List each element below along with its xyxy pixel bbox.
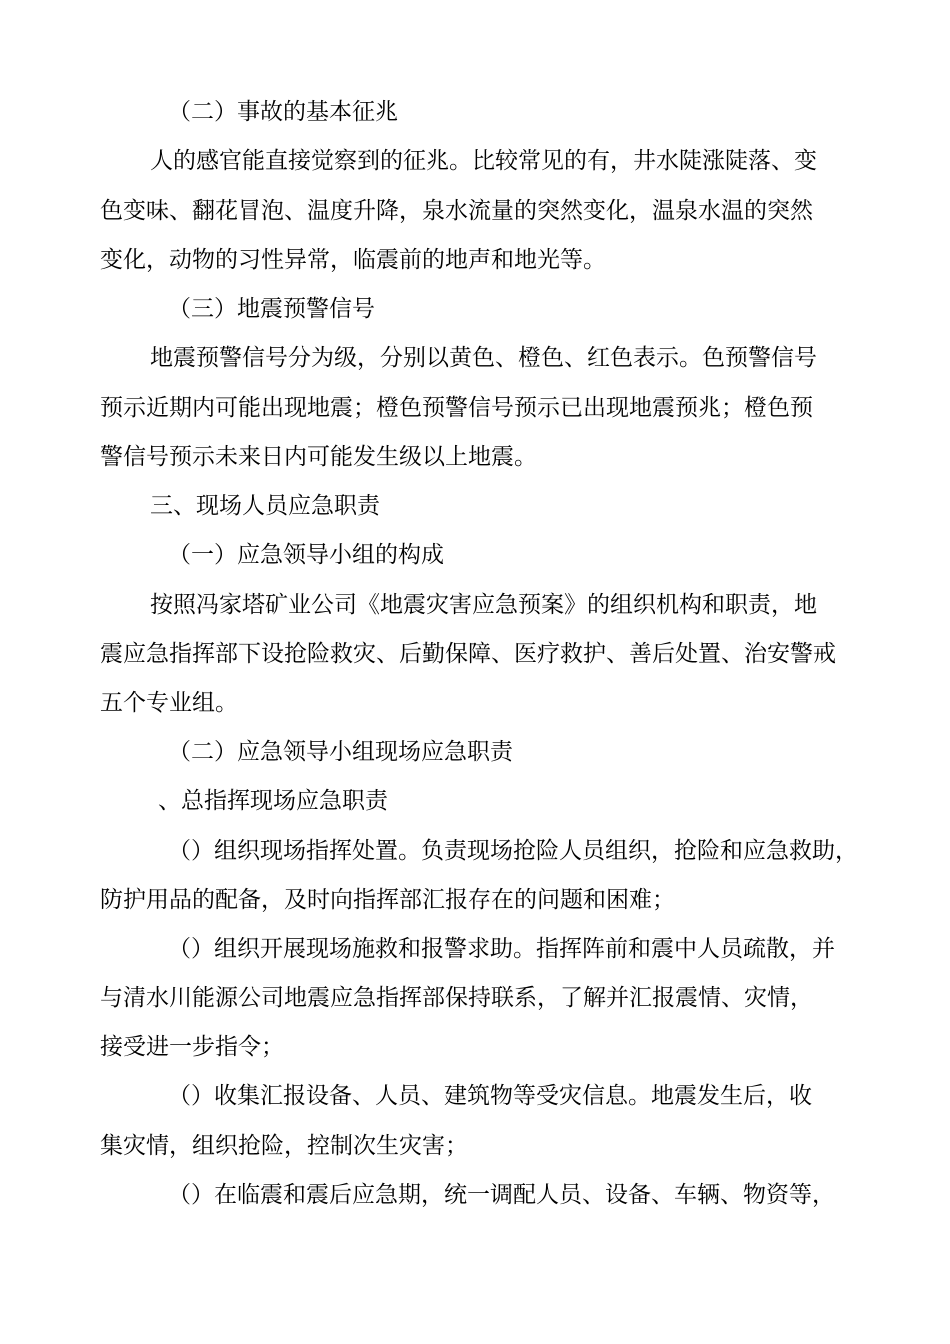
paragraph-line: 按照冯家塔矿业公司《地震灾害应急预案》的组织机构和职责，地 [150, 592, 817, 618]
paragraph-line: 预示近期内可能出现地震；橙色预警信号预示已出现地震预兆；橙色预 [100, 395, 813, 421]
paragraph-line: 变化，动物的习性异常，临震前的地声和地光等。 [100, 247, 606, 273]
section-heading-team-duties: （二）应急领导小组现场应急职责 [168, 739, 513, 765]
section-heading-onsite-duties: 三、现场人员应急职责 [150, 493, 380, 519]
paragraph-line: 人的感官能直接觉察到的征兆。比较常见的有，井水陡涨陡落、变 [150, 148, 817, 174]
list-item-line: 与清水川能源公司地震应急指挥部保持联系，了解并汇报震情、灾情， [100, 985, 813, 1011]
list-item-line: 防护用品的配备，及时向指挥部汇报存在的问题和困难； [100, 887, 675, 913]
list-item-line: 集灾情，组织抢险，控制次生灾害； [100, 1133, 468, 1159]
paragraph-line: 震应急指挥部下设抢险救灾、后勤保障、医疗救护、善后处置、治安警戒 [100, 641, 836, 667]
section-heading-basic-signs: （二）事故的基本征兆 [168, 99, 398, 125]
subsection-heading-commander: 、总指挥现场应急职责 [158, 788, 388, 814]
list-item-line: （）组织现场指挥处置。负责现场抢险人员组织，抢险和应急救助， [168, 838, 858, 864]
paragraph-line: 地震预警信号分为级，分别以黄色、橙色、红色表示。色预警信号 [150, 345, 817, 371]
paragraph-line: 色变味、翻花冒泡、温度升降，泉水流量的突然变化，温泉水温的突然 [100, 198, 813, 224]
section-heading-team-structure: （一）应急领导小组的构成 [168, 542, 444, 568]
list-item-line: 接受进一步指令； [100, 1034, 284, 1060]
section-heading-warning-signal: （三）地震预警信号 [168, 296, 375, 322]
list-item-line: （）收集汇报设备、人员、建筑物等受灾信息。地震发生后，收 [168, 1083, 812, 1109]
list-item-line: （）在临震和震后应急期，统一调配人员、设备、车辆、物资等， [168, 1182, 835, 1208]
list-item-line: （）组织开展现场施救和报警求助。指挥阵前和震中人员疏散，并 [168, 936, 835, 962]
paragraph-line: 五个专业组。 [100, 690, 238, 716]
paragraph-line: 警信号预示未来日内可能发生级以上地震。 [100, 444, 537, 470]
